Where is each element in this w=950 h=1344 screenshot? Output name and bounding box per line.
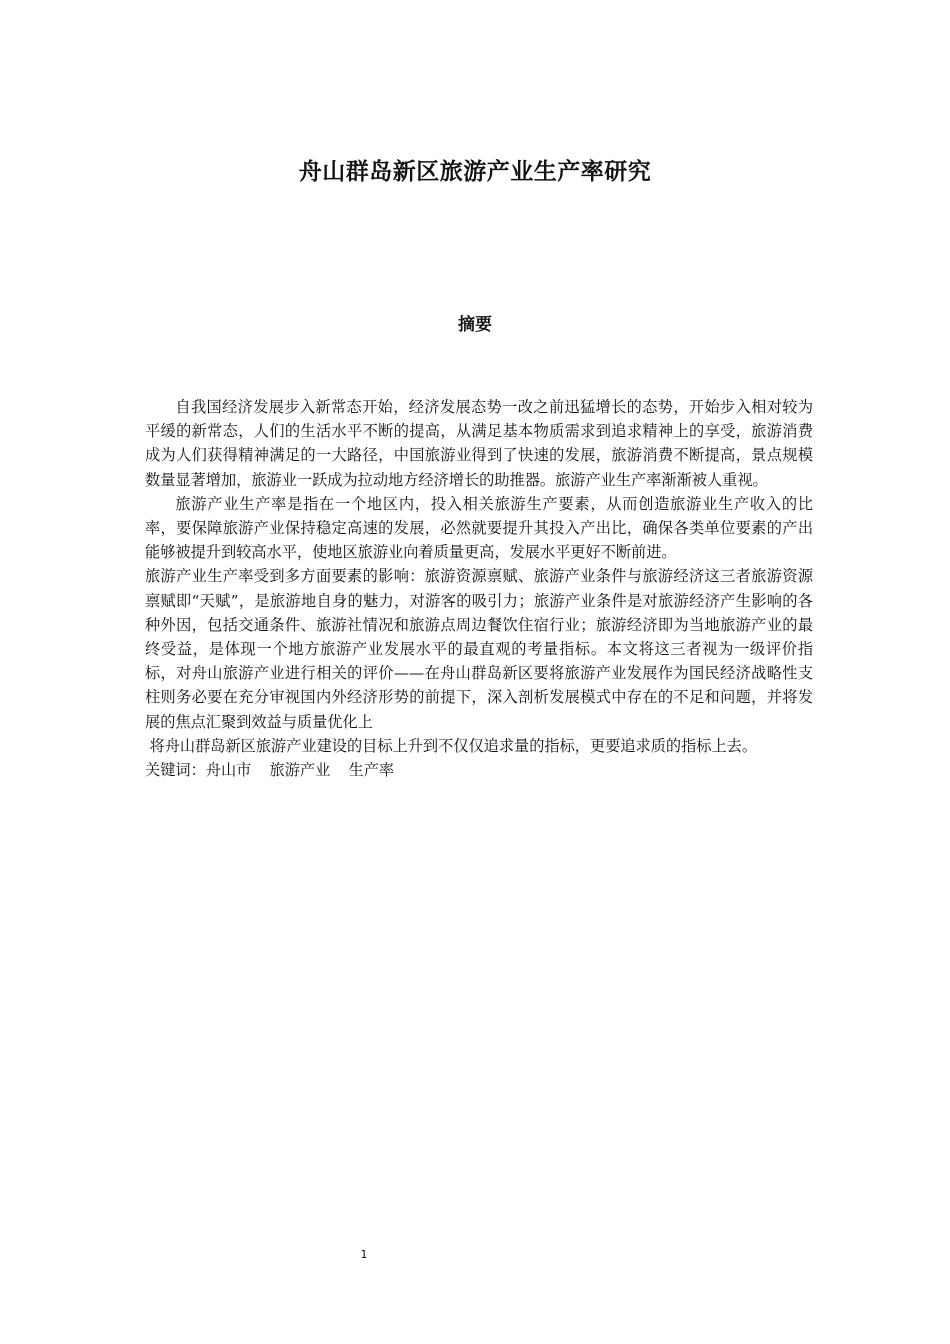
page-number: 1 (360, 1248, 368, 1261)
document-title: 舟山群岛新区旅游产业生产率研究 (298, 159, 652, 185)
abstract-paragraph-1: 自我国经济发展步入新常态开始，经济发展态势一改之前迅猛增长的态势，开始步入相对较为平缓的新常态，人们的生活水平不断的提高，从满足基本物质需求到追求精神上的享受，旅游消费成为人们获得精神满足的一大路径，中国旅游业得到了快速的发展，旅游消费不断提高，景点规模数量显著增加，旅游业一跃成为拉动地方经济增长的助推器。旅游产业生产率渐渐被人重视。 (145, 398, 813, 489)
abstract-heading: 摘要 (458, 315, 492, 335)
keyword-1: 舟山市 (205, 761, 252, 780)
keywords-line (145, 758, 813, 782)
keywords-label: 关键词： (145, 761, 206, 780)
abstract-paragraph-2: 旅游产业生产率是指在一个地区内，投入相关旅游生产要素，从而创造旅游业生产收入的比率，要保障旅游产业保持稳定高速的发展，必然就要提升其投入产出比，确保各类单位要素的产出能够被提升到较高水平，使地区旅游业向着质量更高，发展水平更好不断前进。 (145, 494, 813, 562)
keyword-3: 生产率 (348, 761, 395, 780)
abstract-body (145, 395, 813, 782)
abstract-paragraph-4: 将舟山群岛新区旅游产业建设的目标上升到不仅仅追求量的指标，更要追求质的指标上去。 (149, 736, 758, 755)
abstract-paragraph-3: 旅游产业生产率受到多方面要素的影响：旅游资源禀赋、旅游产业条件与旅游经济这三者旅游资源禀赋即“天赋”，是旅游地自身的魅力，对游客的吸引力；旅游产业条件是对旅游经济产生影响的各种外因，包括交通条件、旅游社情况和旅游点周边餐饮住宿行业；旅游经济即为当地旅游产业的最终受益，是体现一个地方旅游产业发展水平的最直观的考量指标。本文将这三者视为一级评价指标，对舟山旅游产业进行相关的评价——在舟山群岛新区要将旅游产业发展作为国民经济战略性支柱则务必要在充分审视国内外经济形势的前提下，深入剖析发展模式中存在的不足和问题，并将发展的焦点汇聚到效益与质量优化上 (145, 567, 813, 731)
keyword-2: 旅游产业 (269, 761, 331, 780)
